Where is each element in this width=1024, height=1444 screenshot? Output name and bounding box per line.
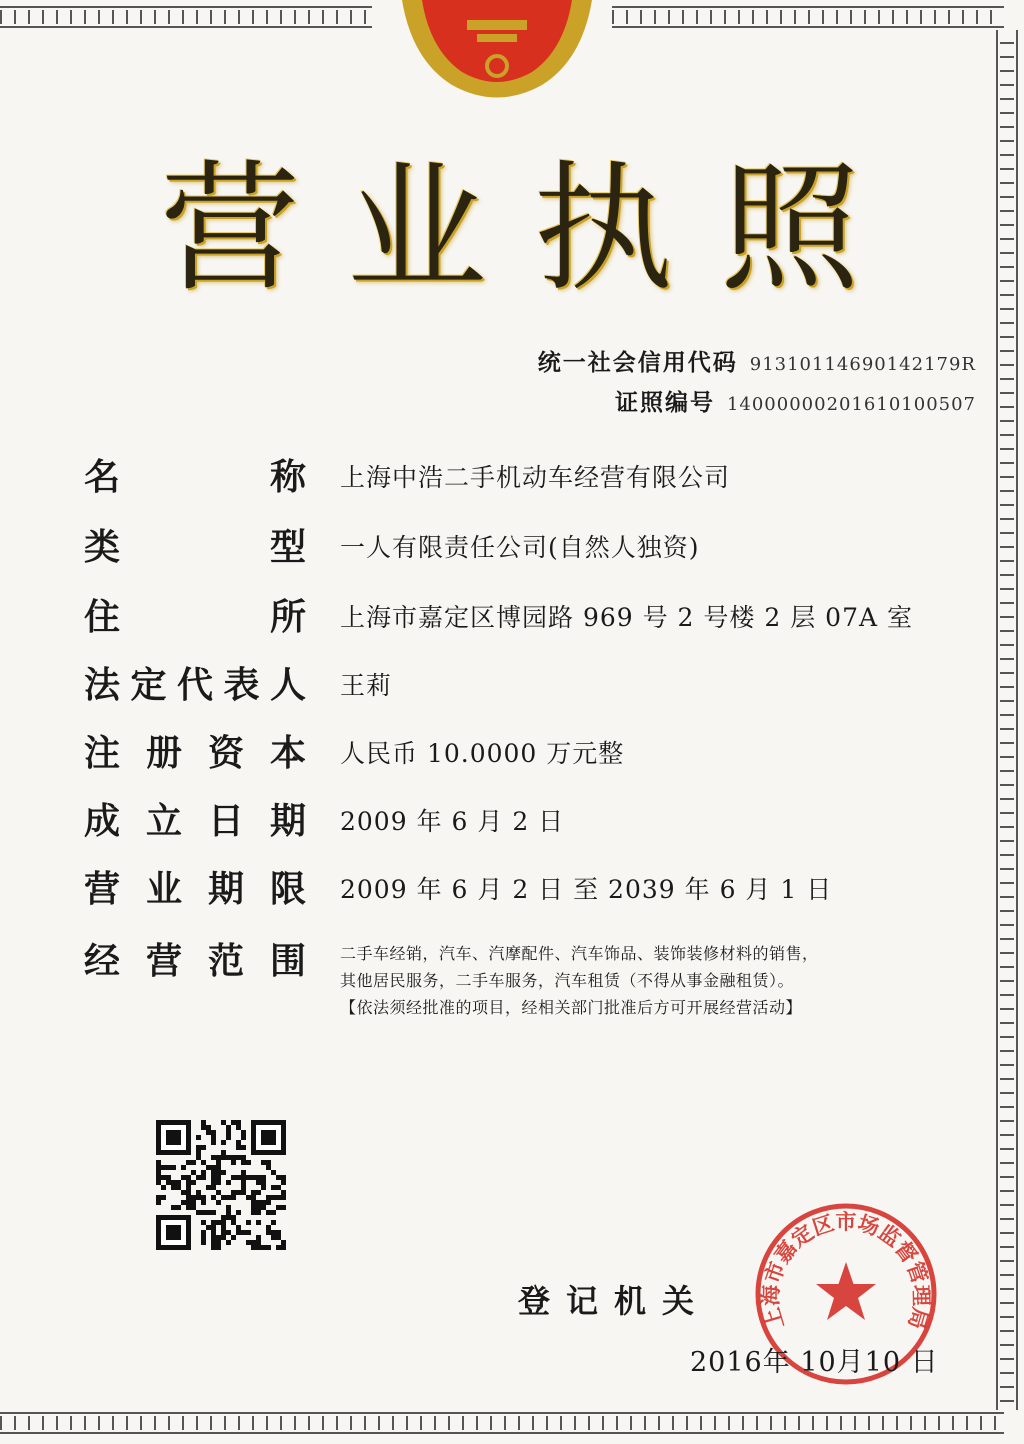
field-label bbox=[84, 868, 306, 912]
scope-line: 【依法须经批准的项目，经相关部门批准后方可开展经营活动】 bbox=[340, 998, 803, 1017]
label-char: 注 bbox=[84, 733, 121, 774]
label-char: 成 bbox=[84, 801, 121, 842]
label-char: 法 bbox=[84, 665, 121, 706]
label-char: 代 bbox=[176, 665, 213, 706]
title-char: 照 bbox=[719, 148, 860, 311]
company-type-value: 一人有限责任公司(自然人独资) bbox=[340, 533, 700, 562]
field-registered-capital bbox=[84, 732, 964, 776]
field-business-scope bbox=[84, 940, 964, 1021]
label-char: 资 bbox=[207, 733, 244, 774]
certificate-number-value: 14000000201610100507 bbox=[726, 394, 976, 415]
label-char: 册 bbox=[145, 733, 182, 774]
certificate-number-row bbox=[615, 384, 976, 417]
field-address bbox=[84, 596, 964, 640]
label-char: 类 bbox=[84, 527, 121, 568]
label-char: 立 bbox=[145, 801, 182, 842]
field-established-date bbox=[84, 800, 964, 844]
field-name bbox=[84, 456, 964, 500]
field-label bbox=[84, 664, 306, 708]
scope-line: 二手车经销，汽车、汽摩配件、汽车饰品、装饰装修材料的销售， bbox=[340, 944, 819, 963]
label-char: 围 bbox=[269, 941, 306, 982]
border-bottom bbox=[0, 1410, 1004, 1436]
seal-text: 上海市嘉定区市场监督管理局 bbox=[758, 1210, 934, 1332]
field-label bbox=[84, 732, 306, 776]
national-emblem-icon bbox=[392, 0, 602, 105]
title-char: 营 bbox=[159, 148, 300, 311]
scope-line: 其他居民服务，二手车服务，汽车租赁（不得从事金融租赁）。 bbox=[340, 971, 795, 990]
label-char: 期 bbox=[269, 801, 306, 842]
certificate-number-label: 证照编号 bbox=[614, 390, 715, 416]
label-char: 称 bbox=[269, 457, 306, 498]
label-char: 经 bbox=[84, 941, 121, 982]
field-label bbox=[84, 596, 306, 640]
field-business-term bbox=[84, 868, 964, 912]
business-term-value: 2009 年 6 月 2 日 至 2039 年 6 月 1 日 bbox=[340, 875, 833, 904]
address-value: 上海市嘉定区博园路 969 号 2 号楼 2 层 07A 室 bbox=[340, 603, 913, 632]
business-scope-value bbox=[340, 940, 819, 1021]
credit-code-value: 91310114690142179R bbox=[749, 354, 976, 375]
label-char: 业 bbox=[145, 869, 182, 910]
label-char: 限 bbox=[269, 869, 306, 910]
field-label bbox=[84, 526, 306, 570]
title-char: 执 bbox=[533, 148, 674, 311]
legal-representative-value: 王莉 bbox=[340, 671, 393, 700]
established-date-value: 2009 年 6 月 2 日 bbox=[340, 807, 565, 836]
credit-code-label: 统一社会信用代码 bbox=[537, 350, 738, 376]
registered-capital-value: 人民币 10.0000 万元整 bbox=[340, 739, 625, 768]
border-top-right bbox=[612, 4, 1004, 30]
label-char: 所 bbox=[269, 597, 306, 638]
label-char: 营 bbox=[145, 941, 182, 982]
label-char: 定 bbox=[130, 665, 167, 706]
label-char: 范 bbox=[207, 941, 244, 982]
license-title bbox=[150, 150, 870, 310]
field-legal-representative bbox=[84, 664, 964, 708]
label-char: 本 bbox=[269, 733, 306, 774]
company-name-value: 上海中浩二手机动车经营有限公司 bbox=[340, 463, 731, 492]
credit-code-row bbox=[538, 344, 976, 377]
label-char: 名 bbox=[84, 457, 121, 498]
field-label bbox=[84, 456, 306, 500]
qr-code-icon bbox=[156, 1120, 286, 1250]
field-label bbox=[84, 940, 306, 984]
border-right bbox=[996, 30, 1018, 1410]
border-top-left bbox=[0, 4, 372, 30]
label-char: 型 bbox=[269, 527, 306, 568]
label-char: 日 bbox=[207, 801, 244, 842]
issue-date: 2016年 10月10 日 bbox=[690, 1347, 939, 1378]
label-char: 营 bbox=[84, 869, 121, 910]
title-char: 业 bbox=[346, 148, 487, 311]
field-label bbox=[84, 800, 306, 844]
label-char: 人 bbox=[269, 665, 306, 706]
label-char: 表 bbox=[223, 665, 260, 706]
label-char: 期 bbox=[207, 869, 244, 910]
label-char: 住 bbox=[84, 597, 121, 638]
registration-authority-label: 登记机关 bbox=[518, 1282, 711, 1320]
field-type bbox=[84, 526, 964, 570]
